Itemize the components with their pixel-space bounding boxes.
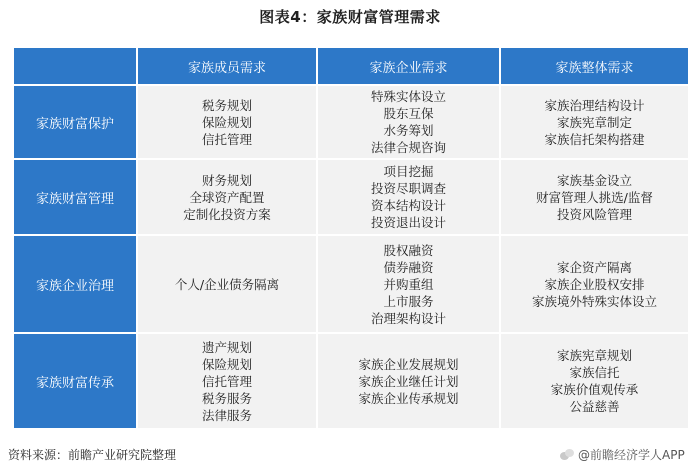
cell-line: 项目挖掘 (383, 164, 434, 179)
cell-line: 全球资产配置 (189, 189, 265, 205)
corner-cell (13, 47, 137, 85)
cell-line: 家族宪章制定 (556, 114, 632, 130)
cell-line: 法律合规咨询 (370, 140, 446, 155)
cell-line: 家族企业传承规划 (358, 390, 459, 406)
table-cell (500, 159, 689, 235)
figure-title: 图表4：家族财富管理需求 (259, 8, 441, 26)
cell-line: 上市服务 (383, 293, 434, 309)
cell-line: 财务规划 (201, 172, 252, 188)
cell-line: 家族企业股权安排 (544, 276, 645, 292)
cell-line: 家企资产隔离 (556, 259, 632, 275)
cell-line: 法律服务 (201, 407, 252, 423)
cell-line: 水务筹划 (383, 123, 434, 138)
cell-line: 定制化投资方案 (183, 206, 271, 222)
table-row (13, 235, 689, 333)
cell-line: 并购重组 (383, 276, 434, 292)
cell-line: 家族信托 (569, 365, 620, 380)
column-header: 家族成员需求 (137, 47, 317, 85)
header-row (13, 47, 689, 85)
row-header: 家族财富保护 (13, 85, 137, 159)
needs-table (12, 46, 690, 430)
table-cell (317, 333, 500, 429)
column-header: 家族整体需求 (500, 47, 689, 85)
cell-line: 财富管理人挑选/监督 (536, 189, 653, 205)
cell-line: 家族企业继任计划 (358, 373, 459, 389)
source-note: 资料来源：前瞻产业研究院整理 (8, 448, 177, 462)
row-header: 家族财富管理 (13, 159, 137, 235)
watermark-text: @前瞻经济学人APP (578, 448, 685, 462)
cell-line: 家族宪章规划 (556, 348, 632, 363)
table-cell (317, 159, 500, 235)
cell-line: 家族基金设立 (556, 172, 632, 188)
table-cell (317, 85, 500, 159)
table-cell (500, 235, 689, 333)
cell-line: 家族信托架构搭建 (544, 131, 645, 147)
row-header: 家族企业治理 (13, 235, 137, 333)
cell-line: 股东互保 (383, 106, 434, 121)
cell-line: 公益慈善 (569, 399, 620, 414)
cell-line: 个人/企业债务隔离 (174, 276, 280, 292)
cell-line: 保险规划 (201, 114, 252, 130)
table-row (13, 85, 689, 159)
table-cell (137, 159, 317, 235)
cell-line: 家族价值观传承 (550, 382, 639, 397)
table-row (13, 159, 689, 235)
cell-line: 信托管理 (201, 131, 252, 147)
cell-line: 债券融资 (383, 259, 434, 275)
watermark (560, 446, 685, 463)
cell-line: 股权融资 (383, 242, 434, 258)
cell-line: 投资风险管理 (556, 206, 632, 222)
row-header: 家族财富传承 (13, 333, 137, 429)
table-cell (500, 85, 689, 159)
cell-line: 投资退出设计 (370, 215, 446, 230)
cell-line: 家族治理结构设计 (544, 97, 645, 113)
cell-line: 信托管理 (201, 373, 252, 389)
table-cell (137, 85, 317, 159)
table-row (13, 333, 689, 429)
cell-line: 遗产规划 (201, 339, 252, 355)
cell-line: 特殊实体设立 (370, 89, 446, 104)
cell-line: 家族境外特殊实体设立 (531, 293, 657, 309)
table-cell (137, 235, 317, 333)
cell-line: 家族企业发展规划 (358, 356, 459, 372)
weibo-icon (560, 449, 574, 461)
column-header: 家族企业需求 (317, 47, 500, 85)
table-cell (317, 235, 500, 333)
table-cell (137, 333, 317, 429)
cell-line: 税务规划 (201, 97, 252, 113)
cell-line: 治理架构设计 (370, 310, 446, 326)
cell-line: 税务服务 (201, 390, 252, 406)
table-cell (500, 333, 689, 429)
cell-line: 保险规划 (201, 356, 252, 372)
cell-line: 投资尽职调查 (370, 181, 446, 196)
cell-line: 资本结构设计 (370, 198, 446, 213)
